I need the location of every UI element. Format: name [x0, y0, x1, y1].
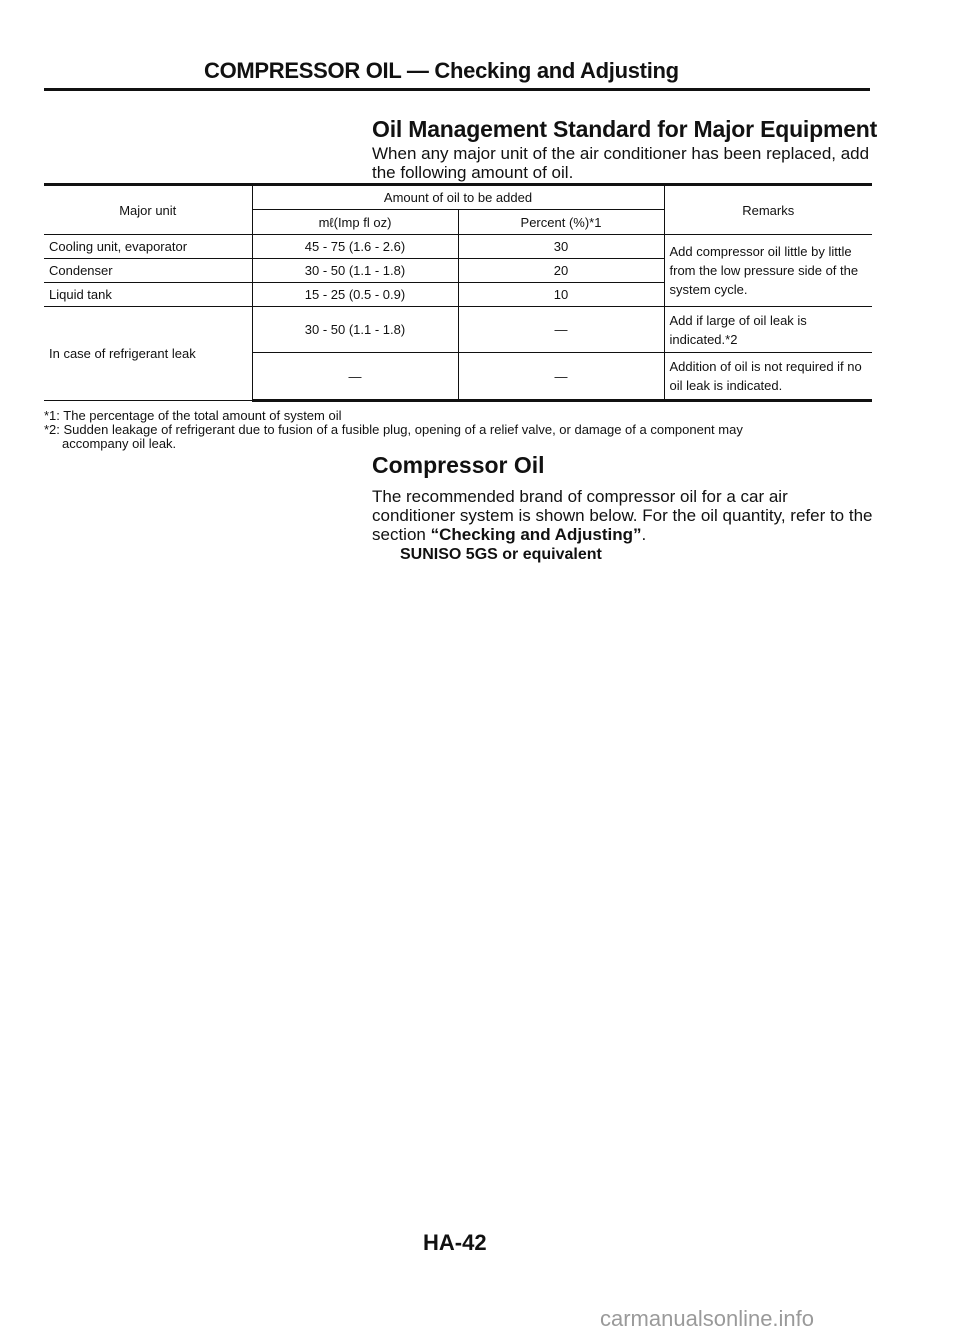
page-header-title: COMPRESSOR OIL — Checking and Adjusting: [204, 58, 679, 83]
cell-unit: Liquid tank: [44, 283, 252, 307]
compressor-oil-text: The recommended brand of compressor oil for a car air conditioner system is shown below. For the oil quantity, refer to the section: [372, 487, 873, 544]
footnote-1: *1: The percentage of the total amount of system oil: [44, 408, 342, 423]
footnote-2: *2: Sudden leakage of refrigerant due to fusion of a fusible plug, opening of a relief valve, or damage of a component may: [44, 422, 743, 437]
table-row: [44, 235, 872, 259]
section-reference: “Checking and Adjusting”: [430, 525, 642, 544]
oil-management-table: [44, 183, 872, 402]
header-amount: Amount of oil to be added: [252, 185, 664, 210]
cell-unit: Cooling unit, evaporator: [44, 235, 252, 259]
cell-unit: Condenser: [44, 259, 252, 283]
table-row: [44, 307, 872, 353]
oil-management-intro: When any major unit of the air conditioner has been replaced, add the following amount of oil.: [372, 144, 870, 182]
cell-leak-unit: In case of refrigerant leak: [44, 307, 252, 401]
header-percent: Percent (%)*1: [458, 210, 664, 235]
cell-remark: Addition of oil is not required if no oil leak is indicated.: [664, 353, 872, 401]
footnote-2-continued: accompany oil leak.: [62, 436, 177, 451]
compressor-oil-body: [372, 487, 874, 544]
cell-percent: —: [458, 353, 664, 401]
body-end: .: [641, 525, 647, 544]
cell-ml: 45 - 75 (1.6 - 2.6): [252, 235, 458, 259]
cell-ml: 30 - 50 (1.1 - 1.8): [252, 307, 458, 353]
header-rule: [44, 88, 870, 91]
cell-remark: Add if large of oil leak is indicated.*2: [664, 307, 872, 353]
header-remarks: Remarks: [664, 185, 872, 235]
cell-percent: 10: [458, 283, 664, 307]
cell-percent: 30: [458, 235, 664, 259]
cell-percent: 20: [458, 259, 664, 283]
cell-ml: 15 - 25 (0.5 - 0.9): [252, 283, 458, 307]
header-ml: mℓ(Imp fl oz): [252, 210, 458, 235]
watermark: carmanualsonline.info: [600, 1306, 815, 1331]
oil-brand: SUNISO 5GS or equivalent: [400, 546, 602, 563]
cell-remark-shared: Add compressor oil little by little from the low pressure side of the system cycle.: [664, 235, 872, 307]
page-number: HA-42: [423, 1230, 487, 1255]
cell-percent: —: [458, 307, 664, 353]
footnotes: [44, 409, 874, 451]
header-major-unit: Major unit: [44, 185, 252, 235]
cell-ml: 30 - 50 (1.1 - 1.8): [252, 259, 458, 283]
cell-ml: —: [252, 353, 458, 401]
oil-management-title: Oil Management Standard for Major Equipment: [372, 116, 878, 142]
compressor-oil-title: Compressor Oil: [372, 452, 545, 478]
